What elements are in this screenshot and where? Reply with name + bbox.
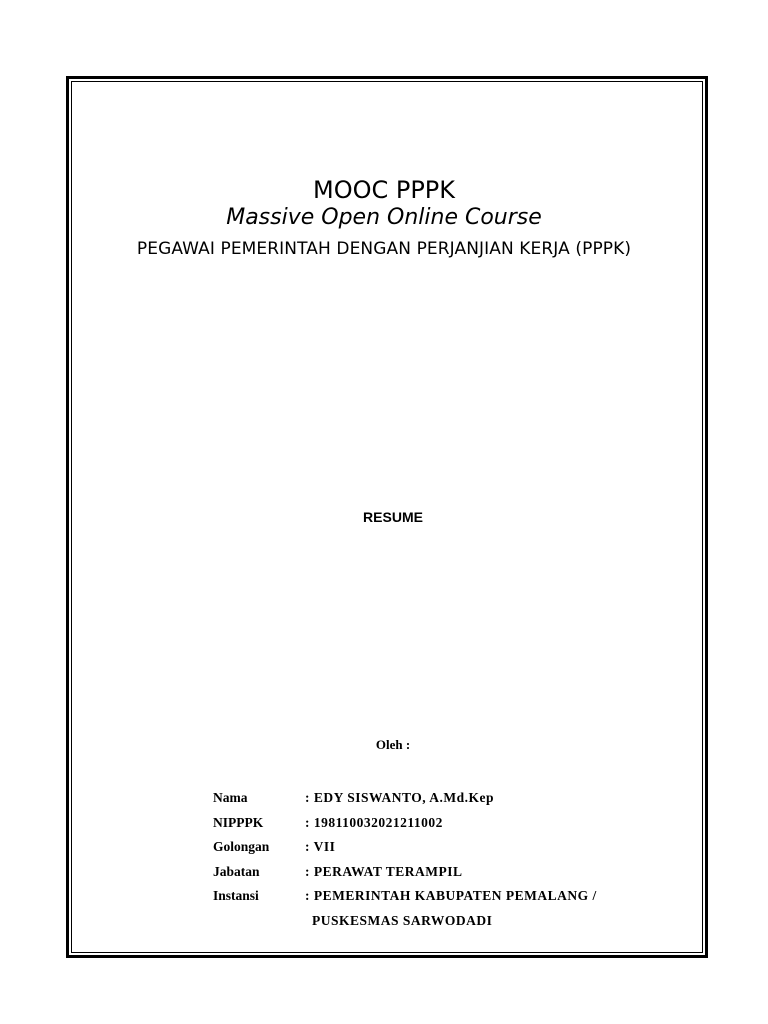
cover-title: MOOC PPPK bbox=[312, 176, 456, 204]
by-label: Oleh : bbox=[375, 737, 411, 752]
info-row-name bbox=[213, 786, 597, 811]
info-value-continuation: PUSKESMAS SARWODADI bbox=[312, 912, 493, 928]
cover-subtitle: Massive Open Online Course bbox=[226, 205, 542, 230]
cover-organization: PEGAWAI PEMERINTAH DENGAN PERJANJIAN KERJA (PPPK) bbox=[136, 239, 632, 259]
info-value: : 198110032021211002 bbox=[305, 814, 443, 830]
info-value: : PERAWAT TERAMPIL bbox=[305, 863, 463, 879]
document-type-label: RESUME bbox=[363, 509, 423, 525]
info-value: : EDY SISWANTO, A.Md.Kep bbox=[305, 790, 495, 805]
info-value: : VII bbox=[305, 839, 336, 854]
info-label: Nama bbox=[213, 790, 248, 805]
info-row-instansi-continuation bbox=[213, 909, 597, 934]
info-row-instansi bbox=[213, 884, 597, 909]
info-label: NIPPPK bbox=[213, 814, 264, 830]
info-row-golongan bbox=[213, 835, 597, 860]
info-value: : PEMERINTAH KABUPATEN PEMALANG / bbox=[305, 888, 597, 903]
info-row-nipppk bbox=[213, 811, 597, 836]
info-row-jabatan bbox=[213, 860, 597, 885]
author-info-table bbox=[213, 786, 597, 933]
info-label: Instansi bbox=[213, 888, 259, 903]
info-label: Golongan bbox=[213, 839, 270, 854]
info-label: Jabatan bbox=[213, 863, 260, 879]
